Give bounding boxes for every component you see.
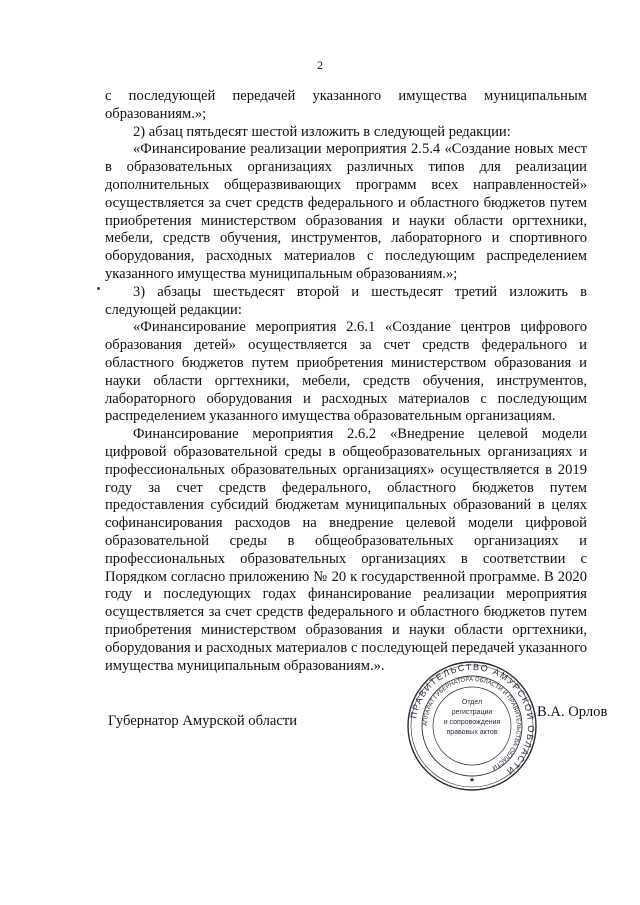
official-seal [406,660,538,792]
signatory-title: Губернатор Амурской области [108,713,298,729]
seal-center-text [430,698,514,738]
seal-center-line: регистрации [451,709,493,716]
document-body [105,88,587,675]
paragraph-6: Финансирование мероприятия 2.6.2 «Внедрение целевой модели цифровой образовательной среды в общеобразовательных организациях и профессиональных образовательных организациях» осуществляется в 2019 году за счет средств федерального, областного бюджетов путем предоставления субсидий бюджетам муниципальных образований в целях софинансирования расходов на внедрение целевой модели цифровой образовательной среды в общеобразовательных организациях и профессиональных образовательных организациях в соответствии с Порядком согласно приложению № 20 к государственной программе. В 2020 году и последующих годах финансирование реализации мероприятия осуществляется за счет средств федерального и областного бюджетов путем приобретения министерством образования и науки области оргтехники, оборудования и расходных материалов с последующей передачей указанного имущества муниципальным образованиям.». [105,426,587,674]
seal-star-icon: ★ [468,776,476,784]
signatory-name: В.А. Орлов [537,704,608,720]
paragraph-2: 2) абзац пятьдесят шестой изложить в следующей редакции: [133,123,511,140]
seal-center-line: правовых актов [446,729,498,736]
page-number: 2 [317,58,323,72]
seal-center-line: Отдел [461,699,483,706]
seal-center-line: и сопровождения [443,719,501,726]
scan-mark [97,287,100,290]
seal-outer-text: ПРАВИТЕЛЬСТВО АМУРСКОЙ ОБЛАСТИ [408,661,537,778]
paragraph-3: «Финансирование реализации мероприятия 2.5.4 «Создание новых мест в образовательных организациях различных типов для реализации дополнительных общеразвивающих программ всех направленностей» осуществляется за счет средств федерального и областного бюджетов путем приобретения министерством образования и науки области оргтехники, мебели, средств обучения, инструментов, лабораторного и спортивного оборудования, расходных материалов с последующим распределением указанного имущества муниципальным образованиям.»; [105,141,587,282]
paragraph-5: «Финансирование мероприятия 2.6.1 «Создание центров цифрового образования детей» осуществляется за счет средств федерального и областного бюджетов путем приобретения министерством образования и науки области оргтехники, мебели, средств обучения, инструментов, лабораторного оборудования и расходных материалов с последующим распределением указанного имущества образовательным организациям. [105,319,587,425]
seal-inner-text: АППАРАТ ГУБЕРНАТОРА ОБЛАСТИ И ПРАВИТЕЛЬСТВА ОБЛАСТИ [422,676,522,770]
paragraph-1: с последующей передачей указанного имущества муниципальным образованиям.»; [105,88,587,122]
paragraph-4: 3) абзацы шестьдесят второй и шестьдесят третий изложить в следующей редакции: [105,283,587,318]
